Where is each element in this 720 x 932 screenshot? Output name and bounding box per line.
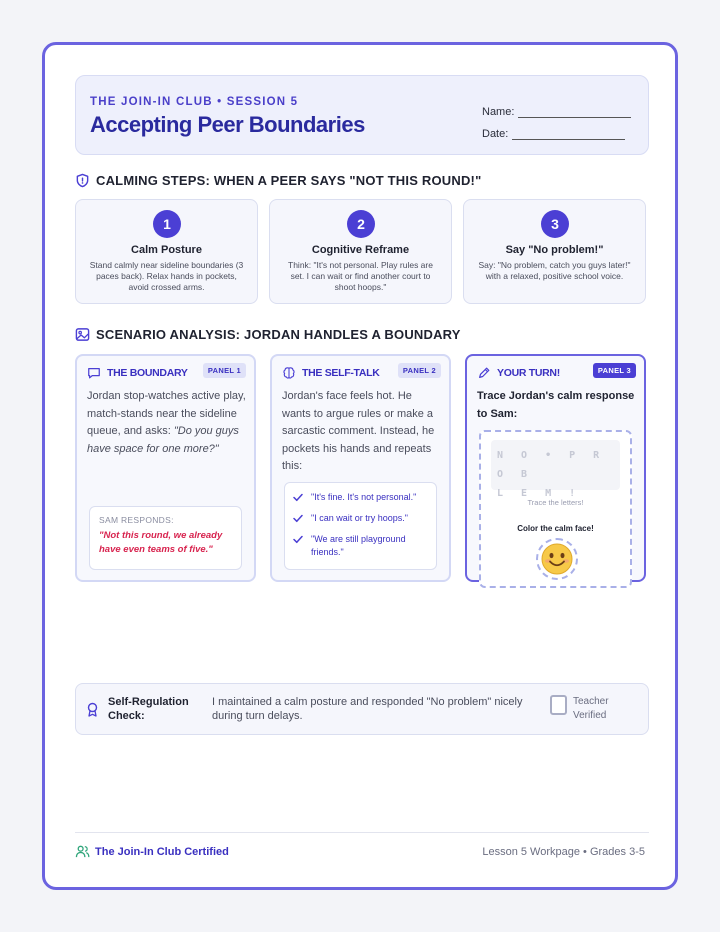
trace-letters-box[interactable] xyxy=(491,440,620,499)
step-body: Think: "It's not personal. Play rules are set. I can wait or find another court to shoot hoops." xyxy=(288,260,433,292)
name-label: Name: xyxy=(482,106,515,118)
session-kicker: THE JOIN-IN CLUB • SESSION 5 xyxy=(90,96,299,108)
panel-boundary xyxy=(75,354,256,582)
list-item xyxy=(293,533,428,559)
list-item xyxy=(293,512,428,525)
panel-body-text: Jordan stop-watches active play, match-stands near the sideline queue, and asks: xyxy=(87,390,246,437)
page-title: Accepting Peer Boundaries xyxy=(90,112,365,137)
panel-header xyxy=(87,366,188,380)
step-card-3 xyxy=(463,199,646,304)
name-line[interactable] xyxy=(518,108,631,118)
panel-badge: PANEL 1 xyxy=(203,363,246,378)
date-line[interactable] xyxy=(512,130,625,140)
footer-divider xyxy=(75,832,649,833)
panel-body-quote: "Do you guys have space for one more?" xyxy=(87,425,239,455)
check-label: Self-Regulation Check: xyxy=(108,696,189,722)
check-statement: I maintained a calm posture and responded "No problem" nicely during turn delays. xyxy=(212,696,523,722)
image-icon xyxy=(75,327,90,342)
scenario-heading-text: SCENARIO ANALYSIS: JORDAN HANDLES A BOUNDARY xyxy=(96,327,461,342)
pen-icon xyxy=(477,366,491,380)
header-card xyxy=(75,75,649,155)
panel-body: Jordan's face feels hot. He wants to argue rules or make a sarcastic comment. Instead, he pockets his hands and repeats this: xyxy=(282,390,435,472)
sam-response-box xyxy=(89,506,242,570)
brain-icon xyxy=(282,366,296,380)
trace-prompt: Trace Jordan's calm response to Sam: xyxy=(477,390,635,420)
date-field[interactable] xyxy=(482,118,631,140)
award-ribbon-icon xyxy=(86,702,99,717)
step-card-2 xyxy=(269,199,452,304)
step-number: 3 xyxy=(541,210,569,238)
footer-brand-text: The Join-In Club Certified xyxy=(95,845,229,858)
step-body: Say: "No problem, catch you guys later!" with a relaxed, positive school voice. xyxy=(478,260,631,281)
step-number: 1 xyxy=(153,210,181,238)
panel-your-turn xyxy=(465,354,646,582)
checkmark-icon xyxy=(293,514,303,523)
activity-area[interactable] xyxy=(479,430,632,588)
step-title: Calm Posture xyxy=(131,244,202,256)
list-item-text: "I can wait or try hoops." xyxy=(311,513,408,523)
response-quote: "Not this round, we already have even teams of five." xyxy=(99,530,223,555)
panel-badge: PANEL 3 xyxy=(593,363,636,378)
panel-header xyxy=(477,366,560,380)
trace-caption: Trace the letters! xyxy=(527,498,584,507)
panel-title: THE SELF-TALK xyxy=(302,367,380,379)
date-label: Date: xyxy=(482,128,509,140)
step-body: Stand calmly near sideline boundaries (3 paces back). Relax hands in pockets, avoid crossed arms. xyxy=(89,260,244,292)
teacher-verified-label: Teacher Verified xyxy=(573,696,609,721)
list-item-text: "It's fine. It's not personal." xyxy=(311,492,417,502)
name-field[interactable] xyxy=(482,96,631,118)
calm-face-ring[interactable] xyxy=(536,538,578,580)
worksheet-page xyxy=(42,42,678,890)
panel-badge: PANEL 2 xyxy=(398,363,441,378)
calming-heading-text: CALMING STEPS: WHEN A PEER SAYS "NOT THIS ROUND!" xyxy=(96,173,482,188)
panel-self-talk xyxy=(270,354,451,582)
step-title: Cognitive Reframe xyxy=(311,244,410,256)
smiley-face-icon xyxy=(540,542,574,576)
list-item xyxy=(293,491,428,504)
speech-bubble-icon xyxy=(87,366,101,380)
self-talk-list xyxy=(284,482,437,570)
panel-title: YOUR TURN! xyxy=(497,367,560,379)
shield-icon xyxy=(75,173,90,188)
users-icon xyxy=(75,845,90,858)
calming-steps-heading xyxy=(75,173,481,188)
trace-line-2: L E M ! xyxy=(497,488,582,499)
response-label: SAM RESPONDS: xyxy=(99,515,174,525)
checkmark-icon xyxy=(293,535,303,544)
teacher-verified-checkbox[interactable] xyxy=(550,695,567,715)
scenario-heading xyxy=(75,327,461,342)
step-card-1 xyxy=(75,199,258,304)
footer-brand xyxy=(75,845,229,858)
self-regulation-check xyxy=(75,683,649,735)
step-number: 2 xyxy=(347,210,375,238)
name-date-fields xyxy=(482,96,631,140)
panel-header xyxy=(282,366,380,380)
step-title: Say "No problem!" xyxy=(505,244,604,256)
trace-line-1: N O • P R O B xyxy=(497,450,606,480)
checkmark-icon xyxy=(293,493,303,502)
list-item-text: "We are still playground friends." xyxy=(311,534,406,557)
panel-title: THE BOUNDARY xyxy=(107,367,188,379)
panel-body xyxy=(87,388,246,458)
footer-lesson-info: Lesson 5 Workpage • Grades 3-5 xyxy=(482,846,645,858)
color-caption: Color the calm face! xyxy=(517,524,594,533)
